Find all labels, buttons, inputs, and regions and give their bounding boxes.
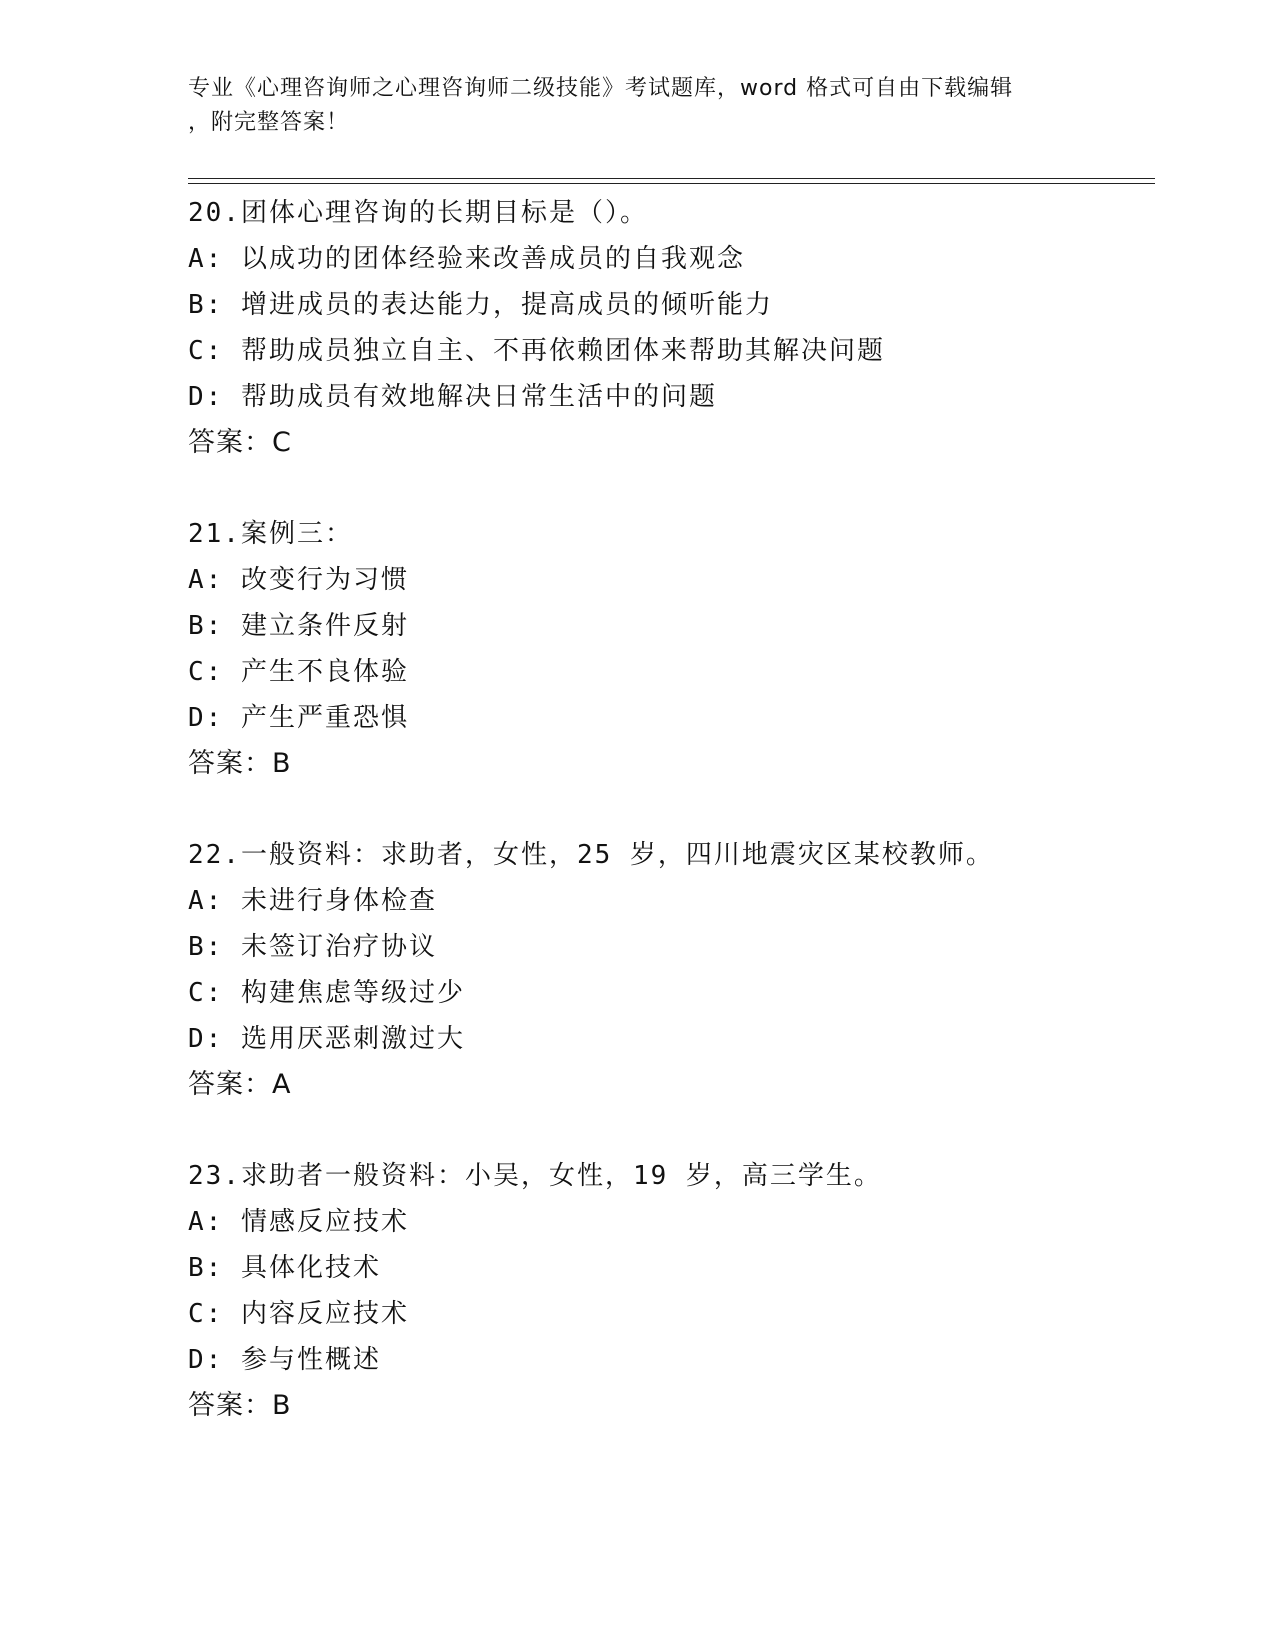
option-d: D: 选用厌恶刺激过大 <box>188 1024 465 1054</box>
document-header <box>188 72 1088 140</box>
option-d: D: 帮助成员有效地解决日常生活中的问题 <box>188 382 717 412</box>
question-23 <box>188 1153 1148 1429</box>
option-c: C: 产生不良体验 <box>188 657 409 687</box>
question-stem: 20.团体心理咨询的长期目标是（）。 <box>188 198 648 228</box>
option-b: B: 增进成员的表达能力，提高成员的倾听能力 <box>188 290 773 320</box>
header-divider-bottom <box>188 183 1155 184</box>
option-b: B: 未签订治疗协议 <box>188 932 437 962</box>
option-d: D: 产生严重恐惧 <box>188 703 409 733</box>
answer-label: 答案：A <box>188 1069 292 1100</box>
answer-label: 答案：B <box>188 1390 292 1421</box>
option-a: A: 未进行身体检查 <box>188 886 437 916</box>
option-c: C: 构建焦虑等级过少 <box>188 978 465 1008</box>
header-divider-top <box>188 178 1155 179</box>
answer-label: 答案：C <box>188 427 292 458</box>
option-a: A: 改变行为习惯 <box>188 565 409 595</box>
header-line-1: 专业《心理咨询师之心理咨询师二级技能》考试题库，word 格式可自由下载编辑 <box>188 76 1014 101</box>
question-stem: 22.一般资料：求助者，女性，25 岁，四川地震灾区某校教师。 <box>188 840 994 870</box>
question-list <box>188 190 1148 1474</box>
option-b: B: 建立条件反射 <box>188 611 409 641</box>
option-b: B: 具体化技术 <box>188 1253 381 1283</box>
question-22 <box>188 832 1148 1108</box>
header-line-2: ，附完整答案！ <box>188 110 350 135</box>
question-stem: 23.求助者一般资料：小吴，女性，19 岁，高三学生。 <box>188 1161 882 1191</box>
question-stem: 21.案例三： <box>188 519 353 549</box>
option-d: D: 参与性概述 <box>188 1345 381 1375</box>
answer-label: 答案：B <box>188 748 292 779</box>
option-a: A: 以成功的团体经验来改善成员的自我观念 <box>188 244 745 274</box>
question-20 <box>188 190 1148 466</box>
option-a: A: 情感反应技术 <box>188 1207 409 1237</box>
question-21 <box>188 511 1148 787</box>
option-c: C: 帮助成员独立自主、不再依赖团体来帮助其解决问题 <box>188 336 885 366</box>
option-c: C: 内容反应技术 <box>188 1299 409 1329</box>
